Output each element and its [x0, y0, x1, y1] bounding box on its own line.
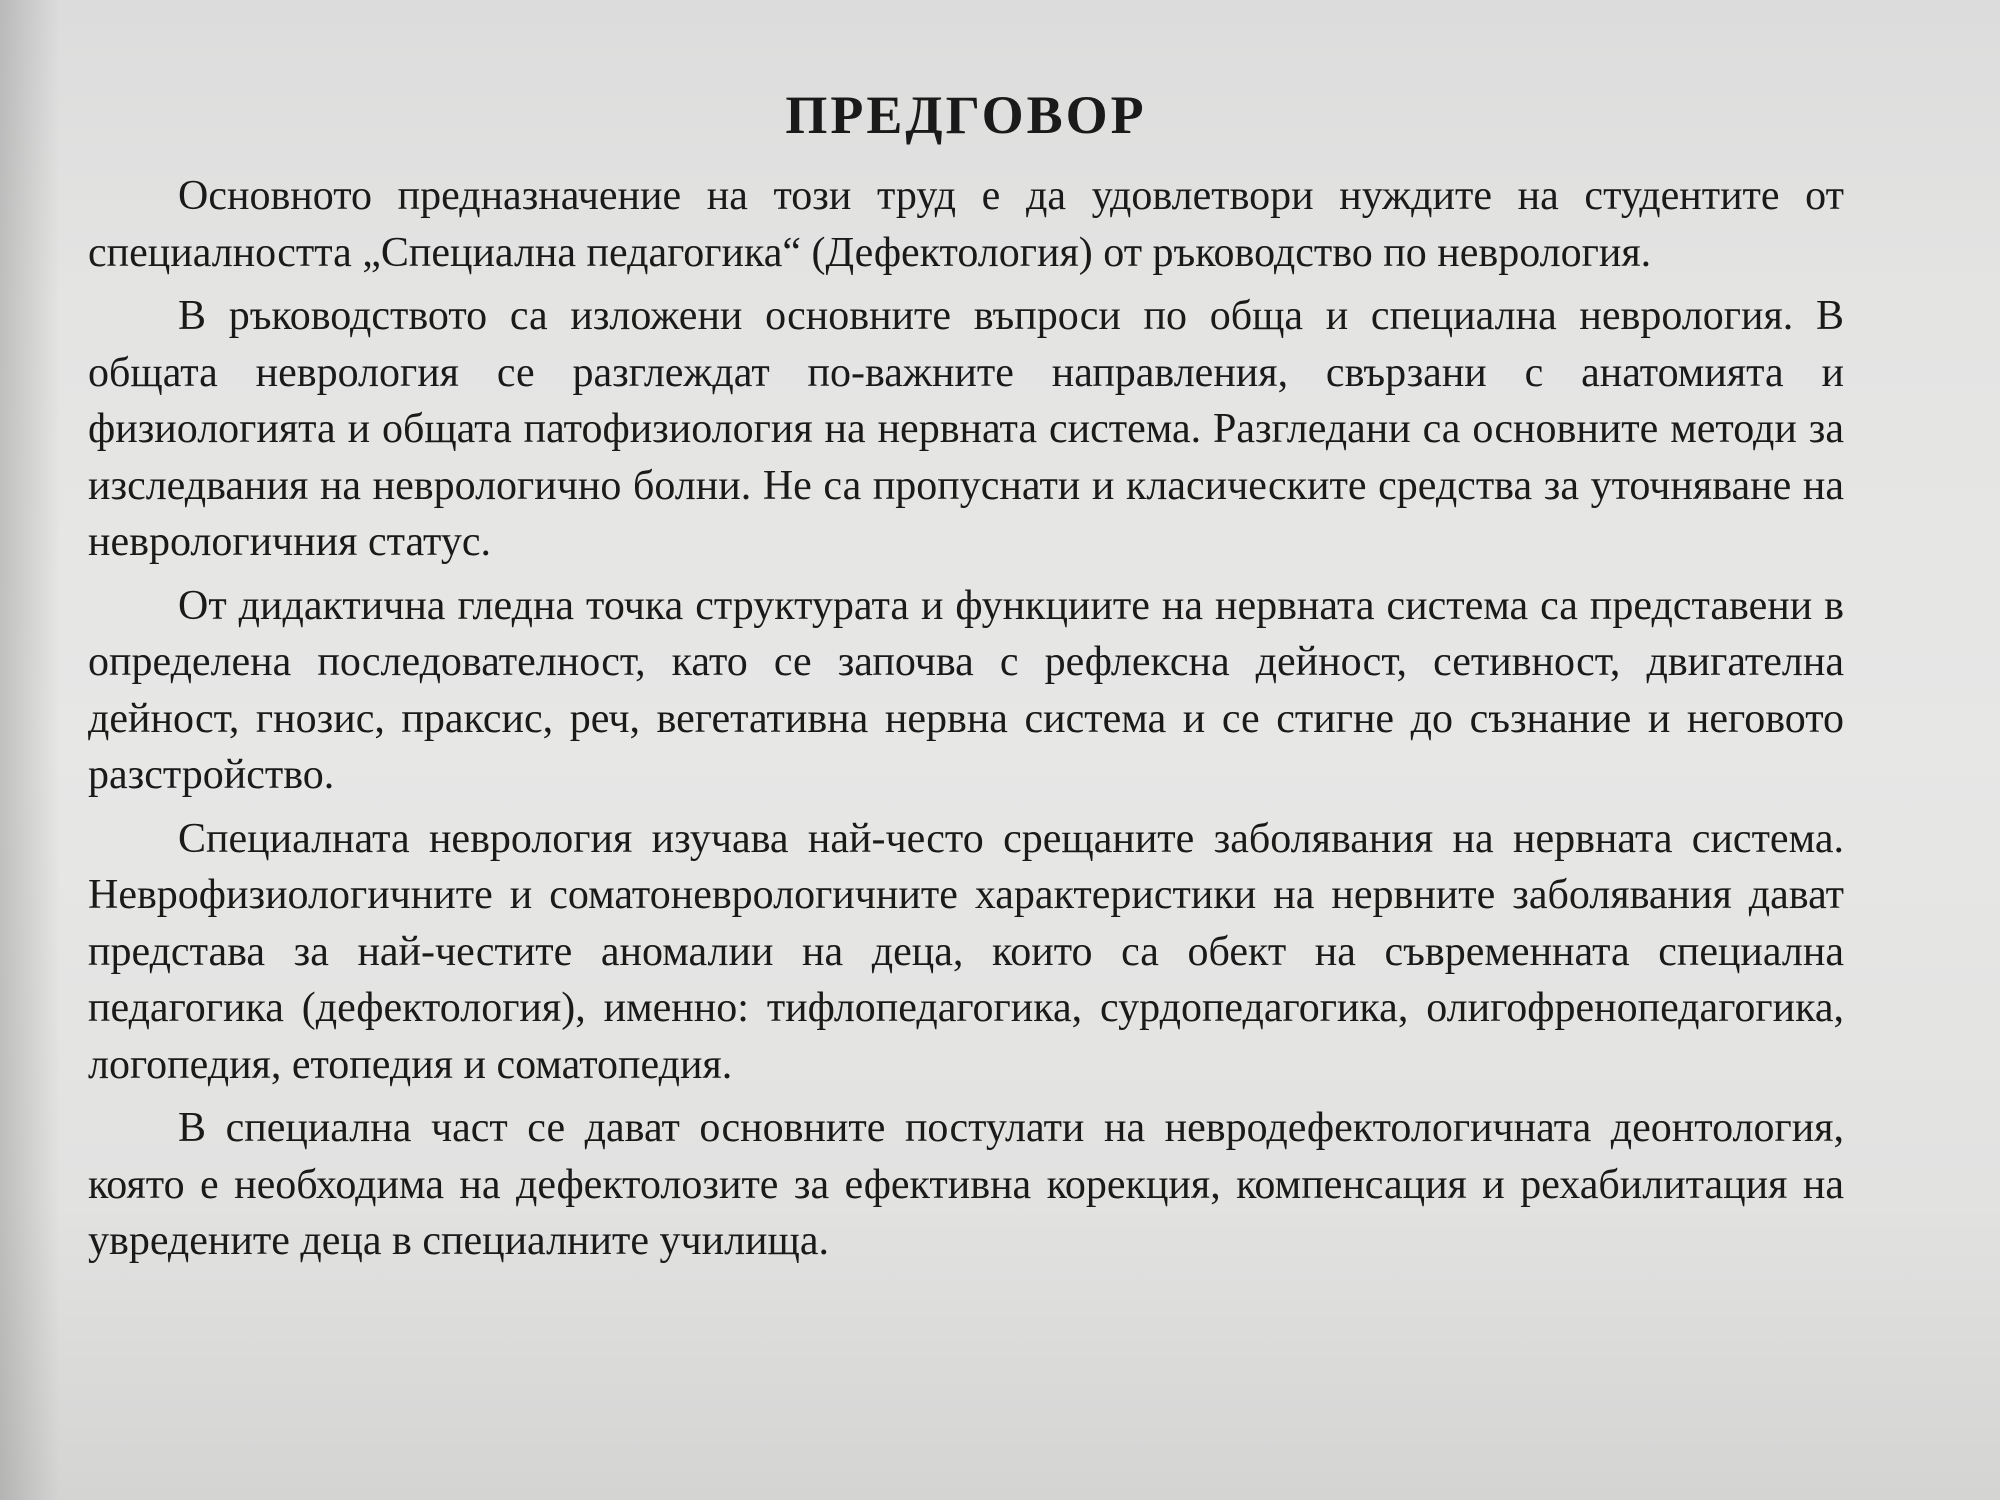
- page-title: ПРЕДГОВОР: [785, 85, 1147, 145]
- paragraph-4: Специалната неврология изучава най-често срещаните заболявания на нервната система. Неврофизиологичните и соматоневрологичните характеристики на нервните заболявания дават представа за най-честите аномалии на деца, които са обект на съвременната специална педагогика (дефектология), именно: тифлопедагогика, сурдопедагогика, олигофренопедагогика, логопедия, етопедия и соматопедия.: [88, 815, 1844, 1088]
- page-content: [88, 80, 1844, 1277]
- paragraph-5: В специална част се дават основните постулати на невродефектологичната деонтология, която е необходима на дефектолозите за ефективна корекция, компенсация и рехабилитация на увредените деца в специалните училища.: [88, 1105, 1844, 1264]
- page-gutter-shadow: [0, 0, 60, 1500]
- paragraph-1: Основното предназначение на този труд е да удовлетвори нуждите на студентите от специалността „Специална педагогика“ (Дефектология) от ръководство по неврология.: [88, 173, 1844, 276]
- paragraph-3: От дидактична гледна точка структурата и функциите на нервната система са представени в определена последователност, като се започва с рефлексна дейност, сетивност, двигателна дейност, гнозис, праксис, реч, вегетативна нервна система и се стигне до съзнание и неговото разстройство.: [88, 582, 1844, 798]
- paragraph-2: В ръководството са изложени основните въпроси по обща и специална неврология. В общата неврология се разглеждат по-важните направления, свързани с анатомията и физиологията и общата патофизиология на нервната система. Разгледани са основните методи за изследвания на неврологично болни. Не са пропуснати и класическите средства за уточняване на неврологичния статус.: [88, 293, 1844, 565]
